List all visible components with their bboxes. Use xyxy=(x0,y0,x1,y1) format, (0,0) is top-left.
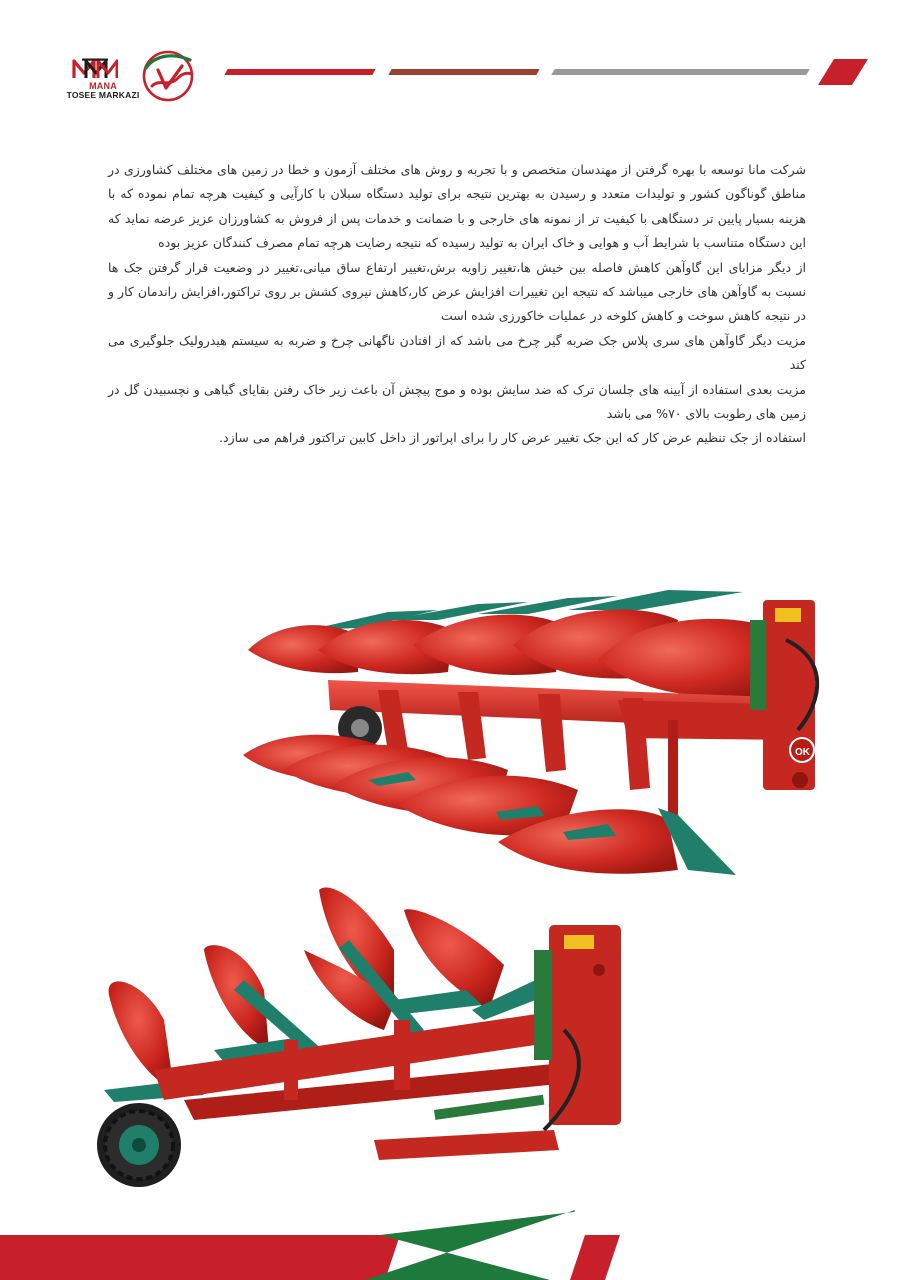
header-stripe-gray xyxy=(551,69,809,75)
paragraph-width-jack: استفاده از جک تنظیم عرض کار که این جک تغییر عرض کار را برای اپراتور از داخل کابین تراکتور فراهم می سازد. xyxy=(219,430,806,446)
plough-side-photo xyxy=(238,580,848,880)
header-stripe-red xyxy=(224,69,375,75)
company-name xyxy=(58,82,148,100)
brand-emblem-icon xyxy=(138,48,198,104)
paragraph-advantages: از دیگر مزایای این گاوآهن کاهش فاصله بین خیش ها،تغییر زاویه برش،تغییر ارتفاع ساق میانی،تغییر در وضعیت قرار گرفتن جک ها نسبت به گاوآهن های خارجی میباشد که نتیجه این تغییرات افزایش عرض کار،کاهش نیروی کشش بر روی تراکتور،افزایش راندمان کار و در نتیجه کاهش سوخت و کاهش کلوخه در عملیات خاکورزی شده است xyxy=(108,259,806,324)
header-stripe-brown xyxy=(388,69,539,75)
company-name-line2: TOSEE MARKAZI xyxy=(66,90,140,100)
page-header xyxy=(0,0,904,110)
body-text xyxy=(108,158,806,451)
company-name-line1: MANA xyxy=(89,81,117,91)
corner-tab-icon xyxy=(818,59,868,85)
paragraph-wheel-shock: مزیت دیگر گاوآهن های سری پلاس جک ضربه گیر چرخ می باشد که از افتادن ناگهانی چرخ و ضربه به سیستم هیدرولیک جلوگیری می کند xyxy=(108,332,806,373)
footer-band xyxy=(0,1210,904,1280)
plough-rear-photo xyxy=(94,880,646,1210)
mana-logo-icon xyxy=(72,58,118,80)
paragraph-mouldboard: مزیت بعدی استفاده از آیینه های چلسان ترک که ضد سایش بوده و موج پیچش آن باعث زیر خاک رفتن بقایای گیاهی و نچسبیدن گل در زمین های رطوبت بالای ۷۰% می باشد xyxy=(108,381,806,422)
paragraph-intro: شرکت مانا توسعه با بهره گرفتن از مهندسان متخصص و با تجربه و روش های مختلف آزمون و خطا در زمین های مختلف کشاورزی در مناطق گوناگون کشور و تولیدات متعدد و رسیدن به بهترین نتیجه برای تولید دستگاه سبلان با کارآیی و کیفیت هرچه تمام نموده که با هزینه بسیار پایین تر دستگاهی با کیفیت تر از نمونه های خارجی و با ضمانت و خدمات پس از فروش به کشاورزان عزیز عرضه نماید که این دستگاه متناسب با شرایط آب و هوایی و خاک ایران به تولید رسیده که نتیجه رضایت هرچه تمام مصرف کنندگان عزیز بوده xyxy=(108,162,806,251)
ok-badge: OK xyxy=(795,747,810,758)
